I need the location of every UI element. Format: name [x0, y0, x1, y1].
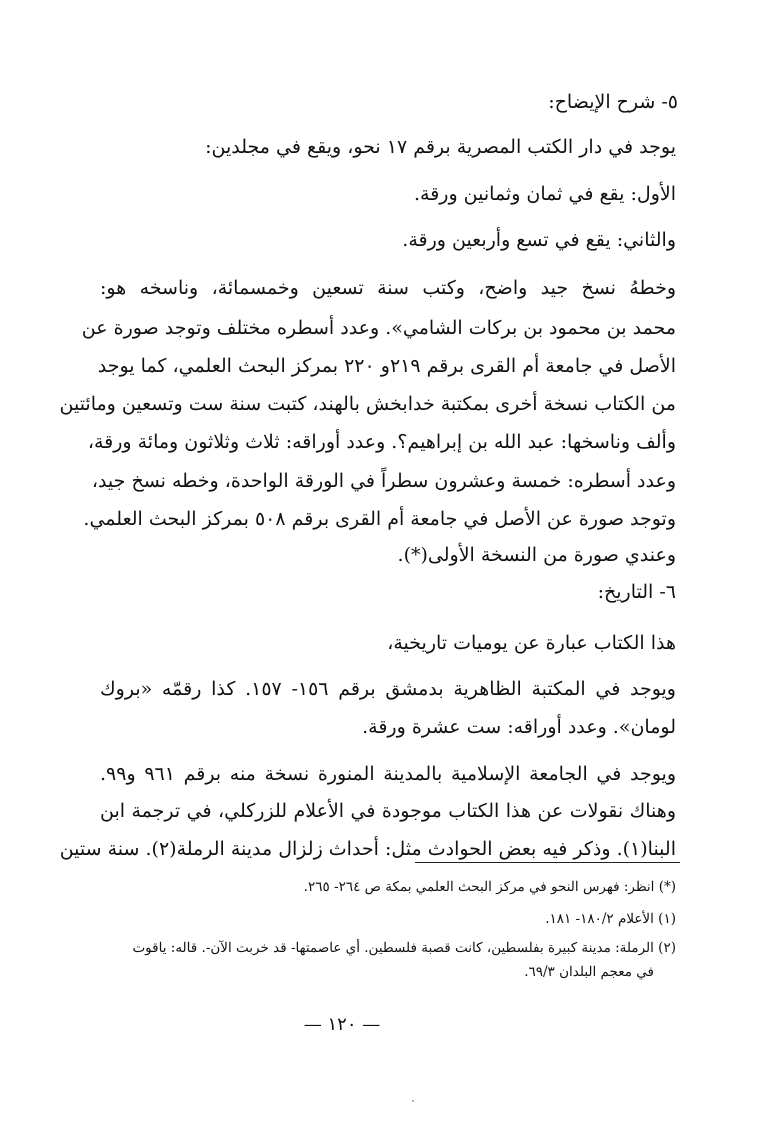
section-6-heading: ٦- التاريخ:: [597, 581, 676, 603]
section-5-heading: ٥- شرح الإيضاح:: [548, 91, 678, 113]
paragraph-line: محمد بن محمود بن بركات الشامي». وعدد أسطره مختلف وتوجد صورة عن: [81, 317, 676, 339]
paragraph-line: البنا(١). وذكر فيه بعض الحوادث مثل: أحداث زلزال مدينة الرملة(٢). سنة ستين: [59, 838, 676, 860]
paragraph-line: ويوجد في المكتبة الظاهرية بدمشق برقم ١٥٦- ١٥٧. كذا رقمّه «بروك: [100, 678, 676, 700]
page-number: — ١٢٠ —: [303, 1014, 381, 1035]
paragraph-line: من الكتاب نسخة أخرى بمكتبة خدابخش بالهند، كتبت سنة ست وتسعين ومائتين: [59, 393, 676, 415]
footnote-separator: [415, 862, 680, 863]
paragraph-line: وخطهُ نسخ جيد واضح، وكتب سنة تسعين وخمسمائة، وناسخه هو:: [100, 277, 676, 299]
paragraph-line: وتوجد صورة عن الأصل في جامعة أم القرى برقم ٥٠٨ بمركز البحث العلمي.: [83, 508, 676, 530]
paragraph-line: وهناك نقولات عن هذا الكتاب موجودة في الأعلام للزركلي، في ترجمة ابن: [100, 800, 676, 822]
paragraph-line: وعندي صورة من النسخة الأولى(*).: [397, 544, 676, 566]
footnote-2-continuation: في معجم البلدان ٦٩/٣.: [524, 964, 654, 980]
paragraph-line: والثاني: يقع في تسع وأربعين ورقة.: [402, 229, 676, 251]
paragraph-line: يوجد في دار الكتب المصرية برقم ١٧ نحو، ويقع في مجلدين:: [205, 136, 676, 158]
paragraph-line: الأصل في جامعة أم القرى برقم ٢١٩و ٢٢٠ بمركز البحث العلمي، كما يوجد: [97, 355, 676, 377]
paragraph-line: ويوجد في الجامعة الإسلامية بالمدينة المنورة نسخة منه برقم ٩٦١ و٩٩.: [100, 763, 676, 785]
footnote-1: (١) الأعلام ١٨٠/٢- ١٨١.: [545, 911, 676, 927]
paragraph-line: لومان». وعدد أوراقه: ست عشرة ورقة.: [362, 716, 676, 738]
paragraph-line: هذا الكتاب عبارة عن يوميات تاريخية،: [387, 632, 676, 654]
footnote-2: (٢) الرملة: مدينة كبيرة بفلسطين، كانت قصبة فلسطين. أي عاصمتها- قد خربت الآن-. قاله: ياقوت: [132, 940, 676, 956]
footnote-star: (*) انظر: فهرس النحو في مركز البحث العلمي بمكة ص ٢٦٤- ٢٦٥.: [303, 879, 676, 895]
paragraph-line: الأول: يقع في ثمان وثمانين ورقة.: [413, 183, 676, 205]
paragraph-line: وعدد أسطره: خمسة وعشرون سطراً في الورقة الواحدة، وخطه نسخ جيد،: [91, 470, 676, 492]
scan-speck: [412, 1100, 414, 1102]
paragraph-line: وألف وناسخها: عبد الله بن إبراهيم؟. وعدد أوراقه: ثلاث وثلاثون ومائة ورقة،: [87, 431, 676, 453]
